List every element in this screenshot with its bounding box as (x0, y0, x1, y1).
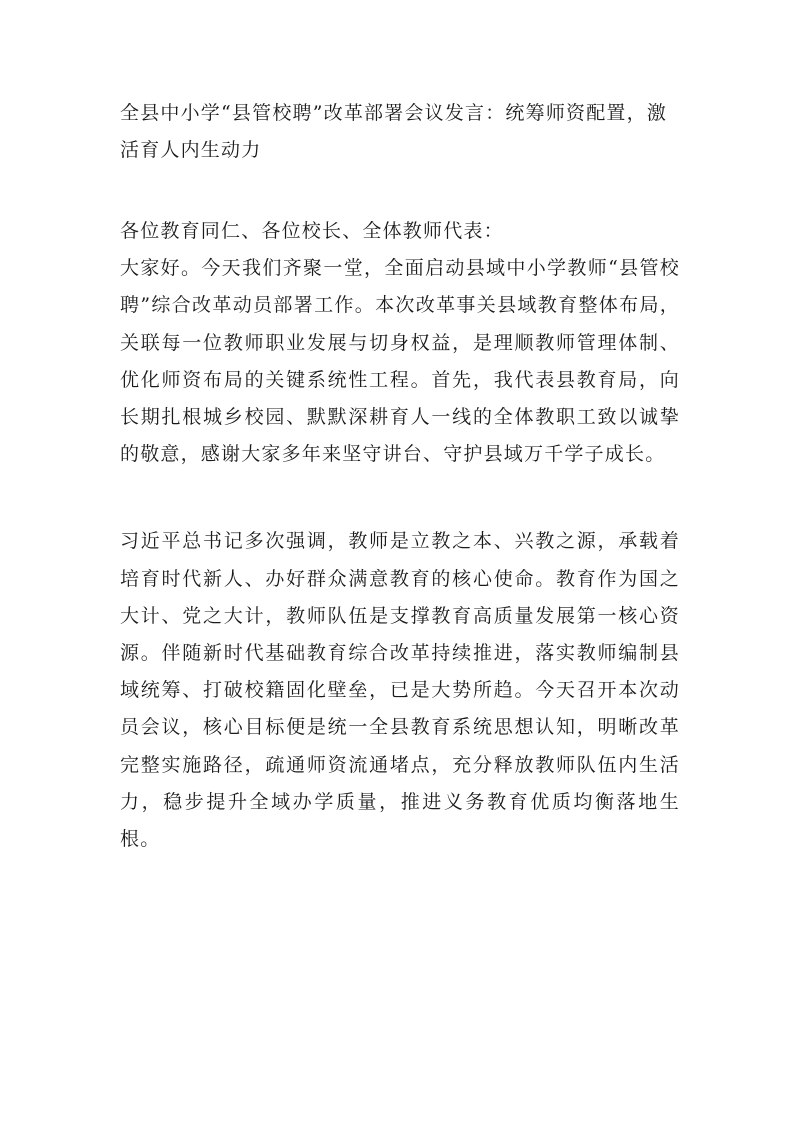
spacer (120, 473, 680, 523)
paragraph-1: 大家好。今天我们齐聚一堂，全面启动县域中小学教师“县管校聘”综合改革动员部署工作。本次改革事关县域教育整体布局，关联每一位教师职业发展与切身权益，是理顺教师管理体制、优化师资布局的关键系统性工程。首先，我代表县教育局，向长期扎根城乡校园、默默深耕育人一线的全体教职工致以诚挚的敬意，感谢大家多年来坚守讲台、守护县域万千学子成长。 (120, 257, 680, 466)
document-page (120, 95, 680, 858)
document-title: 全县中小学“县管校聘”改革部署会议发言：统筹师资配置，激活育人内生动力 (120, 102, 668, 161)
spacer (120, 169, 680, 213)
salutation: 各位教育同仁、各位校长、全体教师代表： (120, 220, 504, 242)
paragraph-2: 习近平总书记多次强调，教师是立教之本、兴教之源，承载着培育时代新人、办好群众满意教育的核心使命。教育作为国之大计、党之大计，教师队伍是支撑教育高质量发展第一核心资源。伴随新时代基础教育综合改革持续推进，落实教师编制县域统筹、打破校籍固化壁垒，已是大势所趋。今天召开本次动员会议，核心目标便是统一全县教育系统思想认知，明晰改革完整实施路径，疏通师资流通堵点，充分释放教师队伍内生活力，稳步提升全域办学质量，推进义务教育优质均衡落地生根。 (120, 530, 680, 851)
